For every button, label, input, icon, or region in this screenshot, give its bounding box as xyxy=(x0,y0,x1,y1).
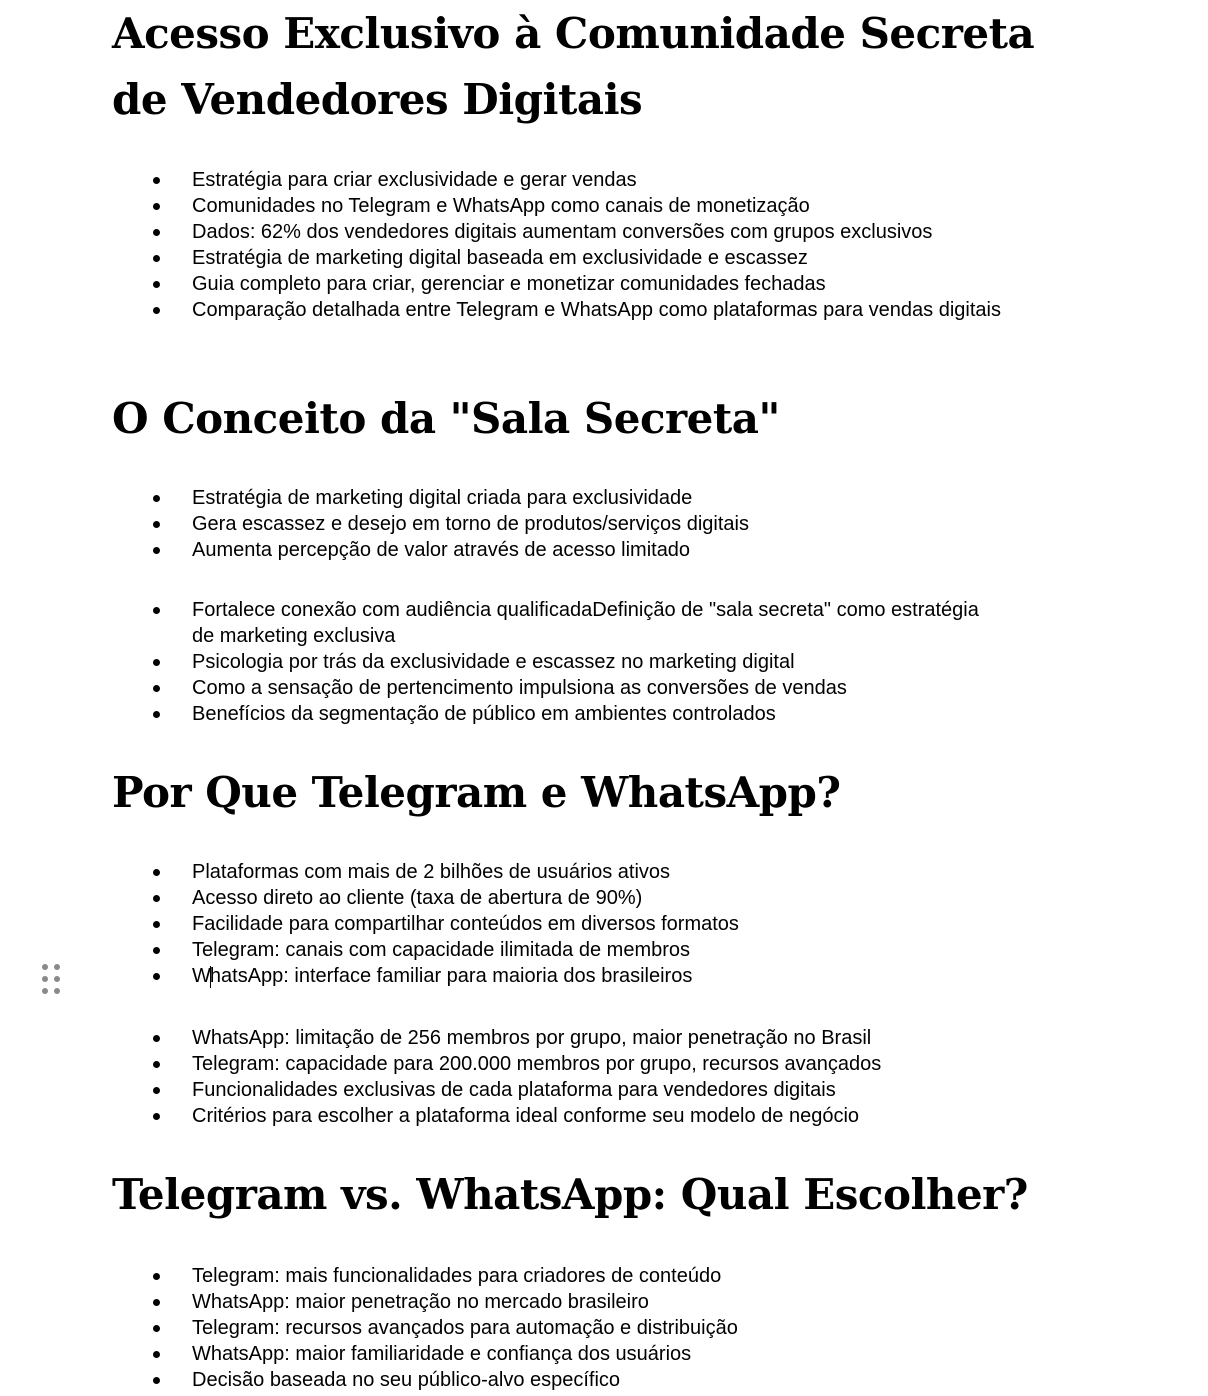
bullet-icon xyxy=(153,1113,160,1120)
bullet-icon xyxy=(153,1377,160,1384)
list-item-text: Telegram: recursos avançados para automação e distribuição xyxy=(192,1317,738,1339)
list-item-text: Comunidades no Telegram e WhatsApp como canais de monetização xyxy=(192,195,810,217)
list-item-text: Guia completo para criar, gerenciar e monetizar comunidades fechadas xyxy=(192,273,826,295)
list-item[interactable] xyxy=(0,193,1032,219)
list-item-text: WhatsApp: maior familiaridade e confiança dos usuários xyxy=(192,1343,692,1365)
section-3-title[interactable]: Por Que Telegram e WhatsApp? xyxy=(112,768,841,817)
section-1-title-line-1: Acesso Exclusivo à Comunidade Secreta xyxy=(112,9,1035,58)
list-item[interactable] xyxy=(0,1025,1032,1051)
list-item[interactable] xyxy=(0,485,1032,511)
bullet-icon xyxy=(153,1299,160,1306)
bullet-icon xyxy=(153,229,160,236)
drag-handle-dot xyxy=(42,964,48,970)
list-item-active[interactable] xyxy=(0,963,1032,989)
drag-handle-dot xyxy=(54,976,60,982)
list-item-text: Telegram: mais funcionalidades para criadores de conteúdo xyxy=(192,1265,722,1287)
list-item-text: Aumenta percepção de valor através de acesso limitado xyxy=(192,539,691,561)
bullet-icon xyxy=(153,547,160,554)
section-1-title[interactable] xyxy=(112,1,1034,133)
list-item[interactable] xyxy=(0,911,1032,937)
list-item-text: Plataformas com mais de 2 bilhões de usuários ativos xyxy=(192,861,671,883)
list-item-text: Estratégia para criar exclusividade e gerar vendas xyxy=(192,169,637,191)
list-item-text: WhatsApp: maior penetração no mercado brasileiro xyxy=(192,1291,649,1313)
section-2-bullet-list-a xyxy=(0,485,1032,563)
list-item-text: Psicologia por trás da exclusividade e escassez no marketing digital xyxy=(192,651,795,673)
bullet-icon xyxy=(153,947,160,954)
list-item[interactable] xyxy=(0,537,1032,563)
bullet-icon xyxy=(153,1035,160,1042)
list-item[interactable] xyxy=(0,297,1032,323)
bullet-icon xyxy=(153,685,160,692)
list-item-text: Dados: 62% dos vendedores digitais aumentam conversões com grupos exclusivos xyxy=(192,221,933,243)
bullet-icon xyxy=(153,659,160,666)
bullet-icon xyxy=(153,607,160,614)
drag-handle-icon[interactable] xyxy=(42,964,60,994)
bullet-icon xyxy=(153,521,160,528)
list-item-text: Telegram: canais com capacidade ilimitada de membros xyxy=(192,939,691,961)
list-item[interactable] xyxy=(0,1289,1032,1315)
list-item[interactable] xyxy=(0,1341,1032,1367)
bullet-icon xyxy=(153,203,160,210)
list-item[interactable] xyxy=(0,701,1032,727)
bullet-icon xyxy=(153,495,160,502)
section-3-bullet-list-a xyxy=(0,859,1032,989)
list-item-text: Estratégia de marketing digital baseada em exclusividade e escassez xyxy=(192,247,808,269)
bullet-icon xyxy=(153,1061,160,1068)
list-item-text-before-caret: W xyxy=(192,965,211,987)
drag-handle-dot xyxy=(54,964,60,970)
list-item[interactable] xyxy=(0,1315,1032,1341)
drag-handle-dot xyxy=(42,988,48,994)
bullet-icon xyxy=(153,281,160,288)
list-item[interactable] xyxy=(0,219,1032,245)
drag-handle-dot xyxy=(54,988,60,994)
bullet-icon xyxy=(153,307,160,314)
list-item[interactable] xyxy=(0,511,1032,537)
bullet-icon xyxy=(153,1325,160,1332)
list-item-text: Funcionalidades exclusivas de cada plataforma para vendedores digitais xyxy=(192,1079,836,1101)
bullet-icon xyxy=(153,895,160,902)
list-item[interactable] xyxy=(0,1263,1032,1289)
bullet-icon xyxy=(153,869,160,876)
section-3-bullet-list-b xyxy=(0,1025,1032,1129)
bullet-icon xyxy=(153,255,160,262)
list-item-text-after-caret: hatsApp: interface familiar para maioria dos brasileiros xyxy=(209,965,693,987)
list-item[interactable] xyxy=(0,885,1032,911)
list-item[interactable] xyxy=(0,245,1032,271)
list-item-text: Telegram: capacidade para 200.000 membros por grupo, recursos avançados xyxy=(192,1053,882,1075)
list-item[interactable] xyxy=(0,649,1032,675)
list-item-text: Decisão baseada no seu público-alvo específico xyxy=(192,1369,621,1391)
list-item[interactable] xyxy=(0,1077,1032,1103)
drag-handle-dot xyxy=(42,976,48,982)
section-4-bullet-list xyxy=(0,1263,1032,1393)
list-item-text: Comparação detalhada entre Telegram e WhatsApp como plataformas para vendas digitais xyxy=(192,299,1001,321)
bullet-icon xyxy=(153,973,160,980)
section-4-title[interactable]: Telegram vs. WhatsApp: Qual Escolher? xyxy=(112,1170,1028,1219)
list-item-text: Estratégia de marketing digital criada para exclusividade xyxy=(192,487,693,509)
list-item[interactable] xyxy=(0,271,1032,297)
list-item[interactable] xyxy=(0,859,1032,885)
section-1-bullet-list xyxy=(0,167,1032,323)
list-item-text: Como a sensação de pertencimento impulsiona as conversões de vendas xyxy=(192,677,847,699)
list-item-text: Fortalece conexão com audiência qualificadaDefinição de "sala secreta" como estratégia de marketing exclusiva xyxy=(192,599,979,647)
list-item-text: WhatsApp: limitação de 256 membros por grupo, maior penetração no Brasil xyxy=(192,1027,872,1049)
bullet-icon xyxy=(153,1087,160,1094)
list-item[interactable] xyxy=(0,675,1032,701)
bullet-icon xyxy=(153,711,160,718)
bullet-icon xyxy=(153,177,160,184)
bullet-icon xyxy=(153,1273,160,1280)
section-1-title-line-2: de Vendedores Digitais xyxy=(112,75,643,124)
list-item-text: Acesso direto ao cliente (taxa de abertura de 90%) xyxy=(192,887,643,909)
bullet-icon xyxy=(153,1351,160,1358)
list-item[interactable] xyxy=(0,1103,1032,1129)
list-item[interactable] xyxy=(0,1051,1032,1077)
list-item-text: Critérios para escolher a plataforma ideal conforme seu modelo de negócio xyxy=(192,1105,860,1127)
bullet-icon xyxy=(153,921,160,928)
section-2-title[interactable]: O Conceito da "Sala Secreta" xyxy=(112,394,780,443)
section-2-bullet-list-b xyxy=(0,597,1032,727)
list-item-text: Benefícios da segmentação de público em ambientes controlados xyxy=(192,703,776,725)
list-item[interactable] xyxy=(0,937,1032,963)
list-item-text: Gera escassez e desejo em torno de produtos/serviços digitais xyxy=(192,513,749,535)
list-item-text: Facilidade para compartilhar conteúdos em diversos formatos xyxy=(192,913,739,935)
list-item[interactable] xyxy=(0,1367,1032,1393)
list-item[interactable] xyxy=(0,597,982,649)
list-item[interactable] xyxy=(0,167,1032,193)
